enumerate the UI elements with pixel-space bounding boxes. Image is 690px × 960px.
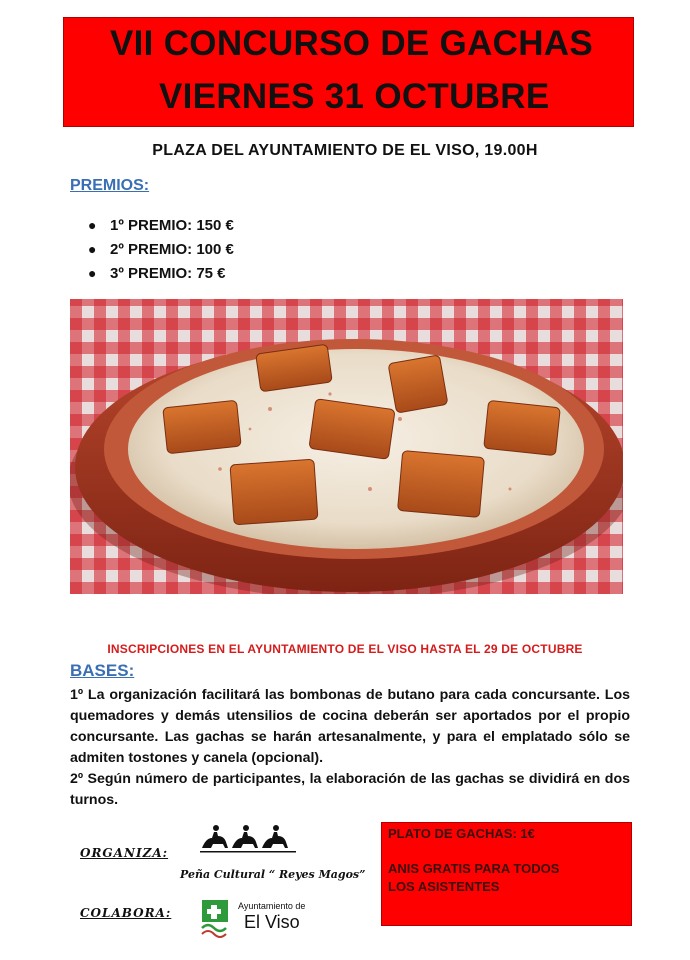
bases-heading: BASES: xyxy=(70,661,135,680)
bowl-of-gachas-with-croutons-icon xyxy=(70,299,623,594)
prize-text: 3º PREMIO: 75 € xyxy=(110,265,226,282)
three-kings-camels-icon xyxy=(198,818,298,858)
prize-list xyxy=(88,213,234,285)
ayuntamiento-label: Ayuntamiento de xyxy=(238,901,306,911)
promo-anis-line-2: LOS ASISTENTES xyxy=(388,879,500,894)
bullet-icon: ● xyxy=(88,241,97,257)
gachas-photo xyxy=(70,299,623,594)
list-item xyxy=(88,237,234,261)
title-line-1: VII CONCURSO DE GACHAS xyxy=(110,24,594,63)
bases-body xyxy=(70,685,630,811)
promo-box xyxy=(381,822,632,926)
list-item xyxy=(88,213,234,237)
title-line-2: VIERNES 31 OCTUBRE xyxy=(159,77,550,116)
el-viso-label: El Viso xyxy=(244,912,300,932)
prize-text: 2º PREMIO: 100 € xyxy=(110,241,234,258)
prize-text: 1º PREMIO: 150 € xyxy=(110,217,234,234)
bases-rule-1: 1º La organización facilitará las bombonas de butano para cada concursante. Los quemadores y demás utensilios de cocina deberán ser aportados por el propio concursante. Las gachas se harán artesanalmente, y para el emplatado sólo se admiten tostones y canela (opcional). xyxy=(70,687,630,766)
title-banner xyxy=(63,17,634,127)
premios-heading: PREMIOS: xyxy=(70,177,150,194)
registration-notice: INSCRIPCIONES EN EL AYUNTAMIENTO DE EL VISO HASTA EL 29 DE OCTUBRE xyxy=(107,642,583,656)
pena-cultural-name: Peña Cultural “ Reyes Magos” xyxy=(180,868,366,881)
colabora-label: COLABORA: xyxy=(80,906,172,920)
event-location: PLAZA DEL AYUNTAMIENTO DE EL VISO, 19.00H xyxy=(152,142,538,159)
bullet-icon: ● xyxy=(88,217,97,233)
promo-anis-line-1: ANIS GRATIS PARA TODOS xyxy=(388,861,560,876)
list-item xyxy=(88,261,234,285)
bases-rule-2: 2º Según número de participantes, la elaboración de las gachas se dividirá en dos turnos. xyxy=(70,771,630,808)
bullet-icon: ● xyxy=(88,265,97,281)
promo-price: PLATO DE GACHAS: 1€ xyxy=(388,826,535,841)
organiza-label: ORGANIZA: xyxy=(80,846,169,860)
